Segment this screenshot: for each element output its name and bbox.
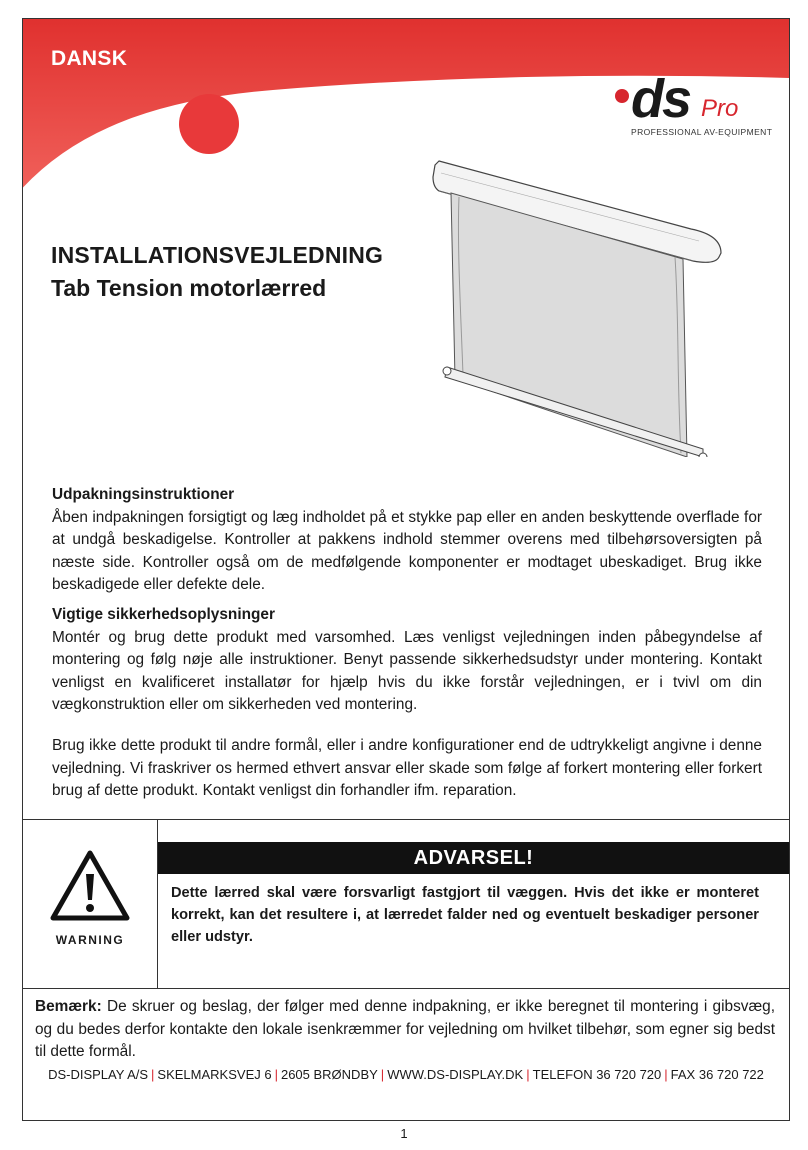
disclaimer-text: Brug ikke dette produkt til andre formål, eller i andre konfigurationer end de udtrykkeligt angivne i denne vejledning. Vi fraskriver os hermed ethvert ansvar eller skade som følge af forkert montering eller forkert brug af dette produkt. Kontakt venligst din forhandler ifm. reparation. <box>52 737 762 799</box>
page-frame <box>22 18 790 1121</box>
dspro-logo <box>609 69 773 141</box>
footer-company: DS-DISPLAY A/S <box>48 1067 149 1082</box>
footer-city: 2605 BRØNDBY <box>280 1067 378 1082</box>
note-paragraph <box>35 996 775 1064</box>
footer-fax: FAX 36 720 722 <box>670 1067 764 1082</box>
page-number: 1 <box>400 1126 408 1141</box>
disclaimer-section <box>52 735 762 803</box>
warning-box <box>23 819 789 989</box>
logo-brand: ds <box>631 69 691 129</box>
projection-screen-illustration <box>431 157 731 457</box>
footer-phone: TELEFON 36 720 720 <box>532 1067 662 1082</box>
unpacking-heading: Udpakningsinstruktioner <box>52 486 235 503</box>
warning-triangle-icon <box>50 850 130 922</box>
red-circle-decoration <box>179 94 239 154</box>
warning-text: Dette lærred skal være forsvarligt fastgjort til væggen. Hvis det ikke er monteret korrekt, kan det resultere i, at lærredet falder ned og eventuelt beskadiger personer eller udstyr. <box>171 885 759 945</box>
note-text: De skruer og beslag, der følger med denne indpakning, er ikke beregnet til montering i gibsvæg, og du bedes derfor kontakte den lokale isenkræmmer for vejledning om hvilket tilbehør, som egner sig bedst til dette formål. <box>35 998 775 1060</box>
logo-suffix: Pro <box>701 95 739 122</box>
warning-title: ADVARSEL! <box>158 842 789 874</box>
logo-tagline: PROFESSIONAL AV-EQUIPMENT <box>631 127 773 137</box>
safety-text: Montér og brug dette produkt med varsomhed. Læs venligst vejledningen inden påbegyndelse af montering og følg nøje alle instruktioner. Benyt passende sikkerhedsudstyr under montering. Kontakt venligst en kvalificeret installatør for hjælp hvis du ikke forstår vejledningen, er i tvivl om din vægkonstruktion eller om sikkerheden ved montering. <box>52 628 762 713</box>
page-subtitle: Tab Tension motorlærred <box>51 275 327 301</box>
logo-dot-icon <box>615 89 629 103</box>
warning-icon-panel <box>23 820 158 988</box>
unpacking-text: Åben indpakningen forsigtigt og læg indholdet på et stykke pap eller en anden beskyttende overflade for at undgå beskadigelse. Kontroller at pakkens indhold stemmer overens med tilbehørsoversigten på næste side. Kontroller også om de medfølgende komponenter er modtaget ubeskadiget. Brug ikke beskadigede eller defekte dele. <box>52 508 762 593</box>
page-title: INSTALLATIONSVEJLEDNING <box>51 242 384 268</box>
safety-section <box>52 604 762 717</box>
safety-heading: Vigtige sikkerhedsoplysninger <box>52 606 275 623</box>
warning-icon-label: WARNING <box>55 933 125 947</box>
footer-website[interactable]: WWW.DS-DISPLAY.DK <box>387 1067 524 1082</box>
footer-address: SKELMARKSVEJ 6 <box>157 1067 272 1082</box>
footer: DS-DISPLAY A/S | SKELMARKSVEJ 6 | 2605 BRØNDBY | WWW.DS-DISPLAY.DK | TELEFON 36 720 720 | FAX 36 720 722 <box>48 1067 764 1082</box>
note-label: Bemærk: <box>35 998 102 1015</box>
language-label: DANSK <box>51 47 128 70</box>
unpacking-section <box>52 484 762 597</box>
